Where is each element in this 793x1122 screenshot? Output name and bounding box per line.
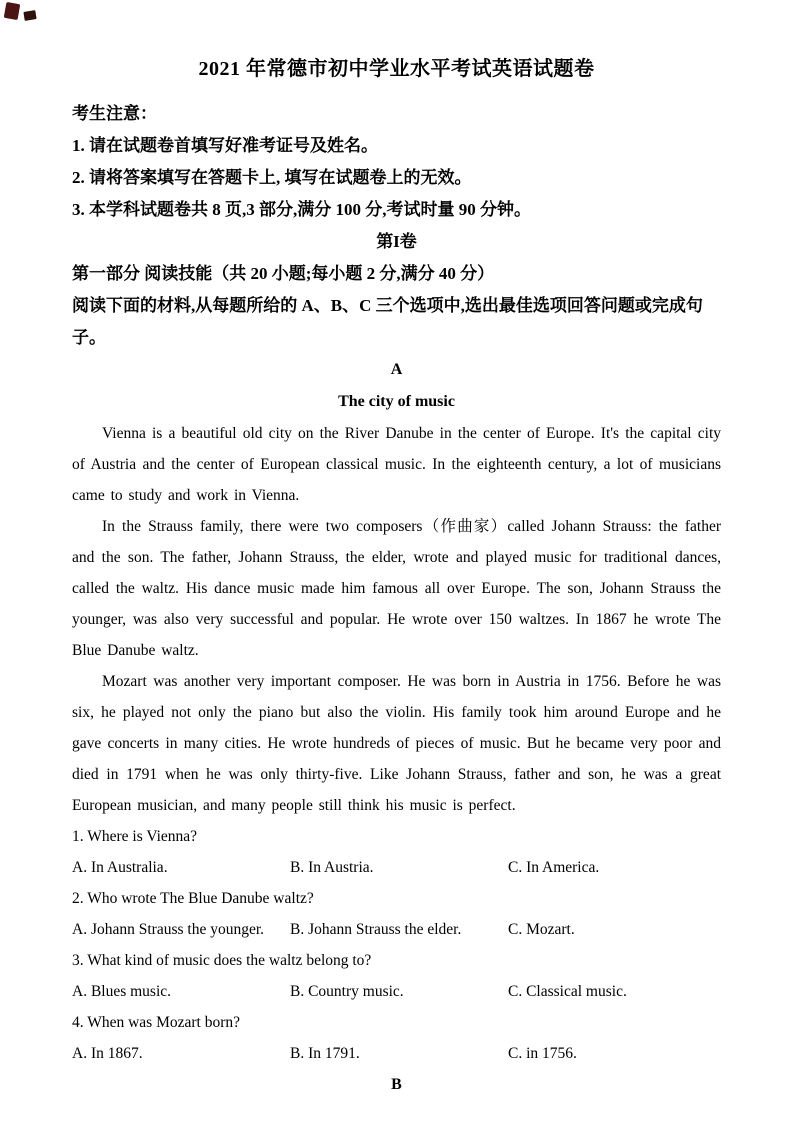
notice-item-2: 2. 请将答案填写在答题卡上, 填写在试题卷上的无效。	[72, 168, 472, 187]
notice-label: 考生注意：	[72, 104, 157, 123]
question-text: 1. Where is Vienna?	[72, 828, 198, 845]
option-c: C. Mozart.	[508, 921, 575, 938]
option-a: A. In Australia.	[72, 859, 168, 876]
question-text: 4. When was Mozart born?	[72, 1014, 241, 1031]
volume-heading: 第I卷	[376, 232, 417, 251]
reading-instructions: 阅读下面的材料,从每题所给的 A、B、C 三个选项中,选出最佳选项回答问题或完成句子。	[72, 296, 703, 347]
option-a: A. Johann Strauss the younger.	[72, 921, 265, 938]
option-b: B. Johann Strauss the elder.	[290, 921, 462, 938]
scan-artifact-icon	[4, 2, 21, 20]
question-text: 2. Who wrote The Blue Danube waltz?	[72, 890, 314, 907]
question-4	[72, 1007, 721, 1069]
passage-title: The city of music	[338, 393, 455, 410]
question-text: 3. What kind of music does the waltz belong to?	[72, 952, 372, 969]
options-row	[72, 914, 721, 945]
passage-paragraph-2: In the Strauss family, there were two composers（作曲家）called Johann Strauss: the father and the son. The father, Johann Strauss, the elder, wrote and played music for traditional dances, called the waltz. His dance music made him famous all over Europe. The son, Johann Strauss the younger, was also very successful and popular. He wrote over 150 waltzes. In 1867 he wrote The Blue Danube waltz.	[72, 518, 721, 659]
question-1	[72, 821, 721, 883]
option-a: A. Blues music.	[72, 983, 172, 1000]
passage-label: A	[390, 361, 403, 378]
option-b: B. In Austria.	[290, 859, 374, 876]
option-b: B. In 1791.	[290, 1045, 360, 1062]
options-row	[72, 1038, 721, 1069]
option-c: C. Classical music.	[508, 983, 627, 1000]
scan-artifact-icon	[23, 10, 36, 21]
option-a: A. In 1867.	[72, 1045, 143, 1062]
part-heading: 第一部分 阅读技能（共 20 小题;每小题 2 分,满分 40 分）	[72, 264, 495, 283]
next-passage-label: B	[391, 1076, 402, 1093]
option-b: B. Country music.	[290, 983, 404, 1000]
notice-item-3: 3. 本学科试题卷共 8 页,3 部分,满分 100 分,考试时量 90 分钟。	[72, 200, 531, 219]
question-3	[72, 945, 721, 1007]
options-row	[72, 852, 721, 883]
option-c: C. In America.	[508, 859, 600, 876]
question-2	[72, 883, 721, 945]
option-c: C. in 1756.	[508, 1045, 577, 1062]
options-row	[72, 976, 721, 1007]
passage-paragraph-3: Mozart was another very important composer. He was born in Austria in 1756. Before he was six, he played not only the piano but also the violin. His family took him around Europe and he gave concerts in many cities. He wrote hundreds of pieces of music. But he became very poor and died in 1791 when he was only thirty-five. Like Johann Strauss, father and son, he was a great European musician, and many people still think his music is perfect.	[72, 673, 721, 814]
notice-item-1: 1. 请在试题卷首填写好准考证号及姓名。	[72, 136, 378, 155]
page-title: 2021 年常德市初中学业水平考试英语试题卷	[198, 58, 595, 80]
passage-paragraph-1: Vienna is a beautiful old city on the River Danube in the center of Europe. It's the capital city of Austria and the center of European classical music. In the eighteenth century, a lot of musicians came to study and work in Vienna.	[72, 425, 721, 504]
